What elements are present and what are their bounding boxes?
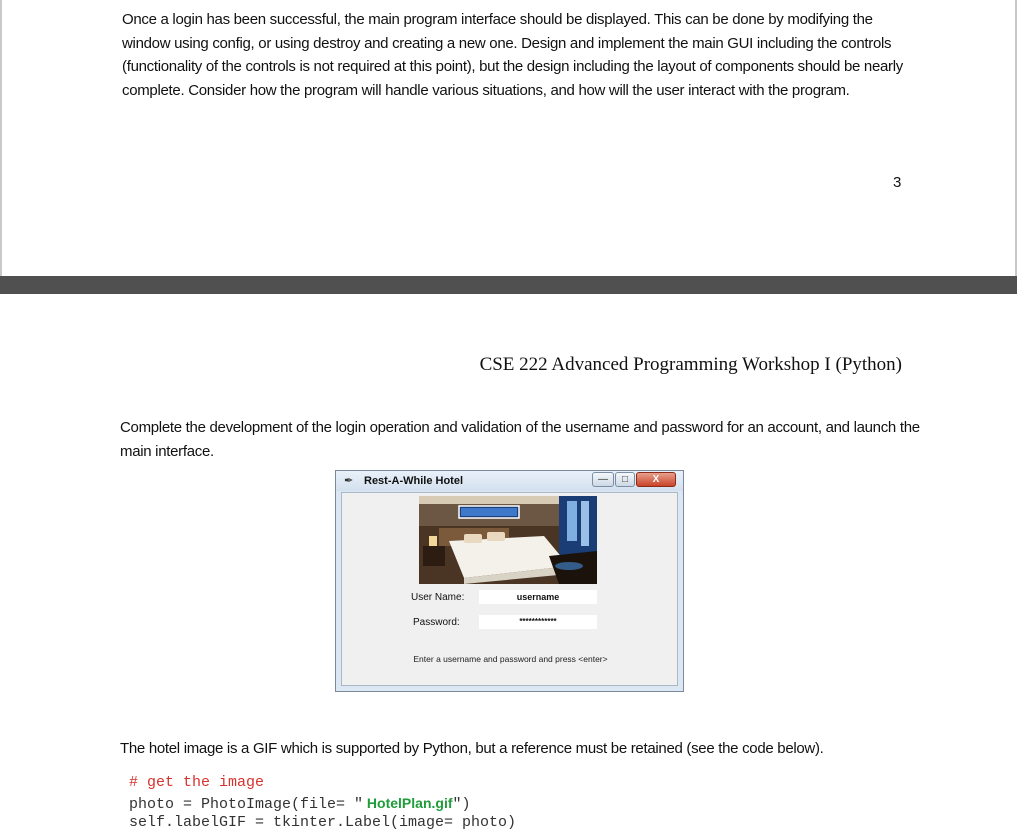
note-paragraph: The hotel image is a GIF which is supported by Python, but a reference must be retained (see the code below).: [120, 740, 824, 757]
feather-icon: ✒: [344, 475, 354, 487]
code-string: HotelPlan.gif: [363, 795, 453, 811]
page-separator: [0, 276, 1017, 294]
document-page-top: [0, 0, 1017, 276]
page-header: CSE 222 Advanced Programming Workshop I (Python): [479, 354, 902, 375]
minimize-button[interactable]: —: [592, 472, 614, 487]
maximize-button[interactable]: □: [615, 472, 635, 487]
code-comment: # get the image: [129, 774, 265, 791]
username-label: User Name:: [411, 592, 465, 603]
close-button[interactable]: X: [636, 472, 676, 487]
window-client-area: [341, 492, 678, 686]
code-text: "): [452, 796, 471, 813]
body-paragraph: Once a login has been successful, the main program interface should be displayed. This can be done by modifying the window using config, or using destroy and creating a new one. Design and implement the main GUI including the controls (functionality of the controls is not required at this point), but the design including the layout of components should be nearly complete. Consider how the program will handle various situations, and how will the user interact with the program.: [122, 11, 903, 99]
code-line: self.labelGIF = tkinter.Label(image= photo): [129, 814, 517, 831]
hotel-room-image: [419, 496, 597, 584]
document-page-bottom: [0, 294, 1017, 833]
instruction-hint: Enter a username and password and press <enter>: [413, 654, 608, 664]
code-text: photo = PhotoImage(file= ": [129, 796, 364, 813]
code-line: [129, 793, 471, 815]
window-titlebar: [336, 471, 683, 491]
page-number: 3: [893, 174, 902, 191]
instruction-paragraph: Complete the development of the login operation and validation of the username and password for an account, and launch the main interface.: [120, 419, 920, 460]
window-title: Rest-A-While Hotel: [364, 475, 463, 487]
password-label: Password:: [413, 617, 460, 628]
app-window-screenshot: [335, 470, 684, 692]
password-input[interactable]: ************: [479, 615, 597, 629]
username-input[interactable]: username: [479, 590, 597, 604]
